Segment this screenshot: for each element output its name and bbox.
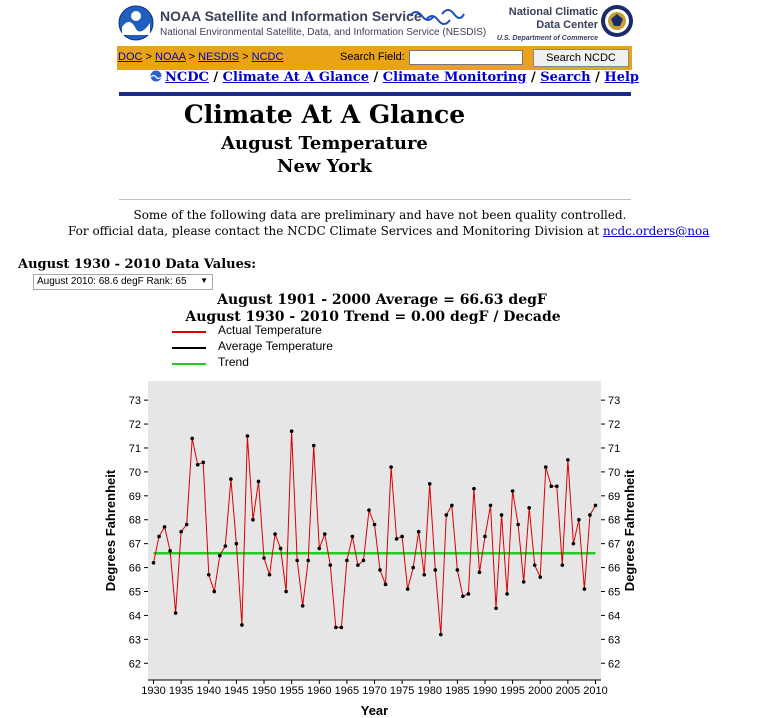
x-tick-label: 1950 xyxy=(251,685,277,697)
y-tick-label-right: 73 xyxy=(608,395,621,408)
data-point xyxy=(279,547,283,551)
ncdc-name-line3: U.S. Department of Commerce xyxy=(496,35,598,42)
subnav-link-climate-monitoring[interactable]: Climate Monitoring xyxy=(382,70,527,85)
data-point xyxy=(516,523,520,527)
data-point xyxy=(351,535,355,539)
data-point xyxy=(345,559,349,563)
data-values-label: August 1930 - 2010 Data Values: xyxy=(18,257,257,272)
data-point xyxy=(157,535,161,539)
data-point xyxy=(262,556,266,560)
legend-swatch-actual xyxy=(172,331,206,333)
data-point xyxy=(185,523,189,527)
data-point xyxy=(273,532,277,536)
data-point xyxy=(196,463,200,467)
data-point xyxy=(505,592,509,596)
x-tick-label: 1985 xyxy=(445,685,470,697)
data-point xyxy=(224,544,228,548)
data-point xyxy=(340,626,344,630)
data-point xyxy=(301,604,305,608)
x-tick-label: 1980 xyxy=(417,685,442,697)
ncdc-name-line2: Data Center xyxy=(536,19,598,31)
ncdc-name xyxy=(486,6,598,45)
breadcrumb-doc[interactable]: DOC xyxy=(118,51,143,63)
y-tick-label-left: 69 xyxy=(128,490,141,503)
data-point xyxy=(450,504,454,508)
doc-seal-icon xyxy=(600,4,634,38)
data-point xyxy=(373,523,377,527)
x-tick-label: 1990 xyxy=(472,685,498,697)
subnav-separator: / xyxy=(368,70,383,85)
data-values-select[interactable] xyxy=(33,274,213,290)
data-point xyxy=(389,465,393,469)
y-tick-label-left: 70 xyxy=(128,466,141,479)
y-tick-label-right: 63 xyxy=(608,634,621,647)
x-tick-label: 1930 xyxy=(141,685,166,697)
data-point xyxy=(472,487,476,491)
y-tick-label-right: 62 xyxy=(608,658,621,671)
y-tick-label-left: 67 xyxy=(128,538,141,551)
data-point xyxy=(588,513,592,517)
data-point xyxy=(555,484,559,488)
preliminary-notice: Some of the following data are preliminary and have not been quality controlled. xyxy=(133,208,627,222)
data-point xyxy=(207,573,211,577)
breadcrumb-separator: > xyxy=(185,51,199,63)
data-point xyxy=(511,489,515,493)
data-point xyxy=(494,606,498,610)
data-point xyxy=(334,626,338,630)
breadcrumb-noaa[interactable]: NOAA xyxy=(155,51,186,63)
legend-label-trend: Trend xyxy=(218,355,249,369)
y-tick-label-left: 72 xyxy=(128,419,141,432)
y-tick-label-left: 71 xyxy=(128,442,141,455)
data-point xyxy=(594,504,598,508)
subnav-link-help[interactable]: Help xyxy=(604,70,639,85)
y-tick-label-right: 69 xyxy=(608,490,621,503)
y-axis-label-right: Degrees Fahrenheit xyxy=(622,469,637,592)
data-point xyxy=(179,530,183,534)
page-subtitle: August Temperature xyxy=(221,133,428,154)
dropdown-arrow-icon: ▼ xyxy=(200,276,208,285)
data-point xyxy=(395,537,399,541)
data-point xyxy=(246,434,250,438)
ncdc-name-line1: National Climatic xyxy=(508,6,598,18)
x-tick-label: 2010 xyxy=(583,685,608,697)
data-point xyxy=(229,477,233,481)
contact-notice-text: For official data, please contact the NCDC Climate Services and Monitoring Division at xyxy=(68,224,603,238)
subnav-separator: / xyxy=(208,70,223,85)
data-point xyxy=(201,461,205,465)
data-point xyxy=(152,561,156,565)
org-title: NOAA Satellite and Information Service xyxy=(160,8,422,24)
y-tick-label-left: 73 xyxy=(128,395,141,408)
data-point xyxy=(251,518,255,522)
data-point xyxy=(317,547,321,551)
data-point xyxy=(467,592,471,596)
data-point xyxy=(500,513,504,517)
legend-swatch-average xyxy=(172,347,206,349)
data-point xyxy=(329,563,333,567)
data-point xyxy=(417,530,421,534)
noaa-logo-icon xyxy=(118,5,154,41)
x-tick-label: 1965 xyxy=(334,685,360,697)
breadcrumb-ncdc[interactable]: NCDC xyxy=(251,51,284,63)
data-point xyxy=(257,480,261,484)
subnav-separator: / xyxy=(590,70,605,85)
data-point xyxy=(284,590,288,594)
data-point xyxy=(422,573,426,577)
data-point xyxy=(235,542,239,546)
x-tick-label: 2000 xyxy=(527,685,553,697)
y-tick-label-left: 64 xyxy=(128,610,141,623)
data-point xyxy=(168,549,172,553)
y-tick-label-right: 65 xyxy=(608,586,621,599)
data-point xyxy=(306,559,310,563)
y-tick-label-left: 62 xyxy=(128,658,141,671)
ncdc-orders-email-link[interactable]: ncdc.orders@noa xyxy=(603,224,710,238)
data-point xyxy=(433,568,437,572)
data-point xyxy=(384,583,388,587)
data-point xyxy=(538,575,542,579)
data-point xyxy=(323,532,327,536)
subnav-link-ncdc[interactable]: NCDC xyxy=(165,70,209,85)
page-title: Climate At A Glance xyxy=(183,100,466,129)
subnav-link-search[interactable]: Search xyxy=(540,70,591,85)
data-point xyxy=(174,611,178,615)
ncdc-globe-icon xyxy=(150,70,162,82)
data-point xyxy=(218,554,222,558)
data-point xyxy=(456,568,460,572)
x-tick-label: 1995 xyxy=(500,685,525,697)
x-tick-label: 1940 xyxy=(196,685,222,697)
data-point xyxy=(190,437,194,441)
breadcrumb-separator: > xyxy=(239,51,252,63)
satellite-waves-icon xyxy=(408,6,464,28)
x-tick-label: 1970 xyxy=(362,685,387,697)
y-tick-label-right: 72 xyxy=(608,419,621,432)
data-point xyxy=(268,573,272,577)
breadcrumb-nesdis[interactable]: NESDIS xyxy=(198,51,240,63)
y-tick-label-left: 63 xyxy=(128,634,141,647)
y-tick-label-left: 66 xyxy=(128,562,141,575)
data-point xyxy=(378,568,382,572)
x-tick-label: 2005 xyxy=(555,685,581,697)
data-point xyxy=(461,594,465,598)
data-point xyxy=(483,535,487,539)
data-point xyxy=(356,563,360,567)
y-tick-label-left: 68 xyxy=(128,514,141,527)
legend-swatch-trend xyxy=(172,363,206,365)
data-point xyxy=(367,508,371,512)
data-point xyxy=(489,504,493,508)
data-point xyxy=(522,580,526,584)
region-title: New York xyxy=(277,156,372,177)
data-point xyxy=(583,587,587,591)
data-point xyxy=(577,518,581,522)
data-point xyxy=(549,484,553,488)
search-label: Search Field: xyxy=(340,51,405,63)
plot-area xyxy=(148,381,601,680)
data-point xyxy=(240,623,244,627)
data-point xyxy=(478,571,482,575)
data-point xyxy=(428,482,432,486)
subnav-link-climate-at-a-glance[interactable]: Climate At A Glance xyxy=(222,70,369,85)
data-point xyxy=(411,566,415,570)
actual-temperature-line xyxy=(154,431,596,634)
y-tick-label-right: 71 xyxy=(608,442,621,455)
x-tick-label: 1975 xyxy=(389,685,415,697)
data-point xyxy=(439,633,443,637)
y-tick-label-right: 66 xyxy=(608,562,621,575)
data-point xyxy=(566,458,570,462)
average-stat: August 1901 - 2000 Average = 66.63 degF xyxy=(217,292,547,308)
sub-nav xyxy=(150,70,639,85)
data-point xyxy=(561,563,565,567)
data-point xyxy=(544,465,548,469)
legend-label-actual: Actual Temperature xyxy=(218,323,322,337)
y-tick-label-left: 65 xyxy=(128,586,141,599)
org-subtitle: National Environmental Satellite, Data, and Information Service (NESDIS) xyxy=(160,27,487,38)
data-point xyxy=(527,506,531,510)
data-point xyxy=(445,513,449,517)
data-point xyxy=(362,559,366,563)
data-point xyxy=(312,444,316,448)
data-point xyxy=(212,590,216,594)
y-tick-label-right: 68 xyxy=(608,514,621,527)
data-point xyxy=(533,563,537,567)
y-axis-label-left: Degrees Fahrenheit xyxy=(103,469,118,592)
data-point xyxy=(163,525,167,529)
breadcrumb-separator: > xyxy=(142,51,155,63)
y-tick-label-right: 64 xyxy=(608,610,621,623)
data-point xyxy=(290,429,294,433)
data-values-selected: August 2010: 68.6 degF Rank: 65 xyxy=(37,276,187,287)
trend-stat: August 1930 - 2010 Trend = 0.00 degF / Decade xyxy=(185,309,561,325)
data-point xyxy=(572,542,576,546)
search-input[interactable] xyxy=(409,50,523,65)
data-point xyxy=(400,535,404,539)
x-tick-label: 1955 xyxy=(279,685,304,697)
data-point xyxy=(406,587,410,591)
header-divider xyxy=(119,92,631,96)
title-divider xyxy=(119,199,631,200)
search-ncdc-button[interactable]: Search NCDC xyxy=(533,49,629,67)
x-tick-label: 1935 xyxy=(168,685,194,697)
x-axis-label: Year xyxy=(360,703,389,718)
breadcrumb xyxy=(118,51,283,63)
y-tick-label-right: 70 xyxy=(608,466,621,479)
x-tick-label: 1960 xyxy=(307,685,332,697)
subnav-separator: / xyxy=(526,70,541,85)
contact-notice xyxy=(68,224,709,238)
legend-label-average: Average Temperature xyxy=(218,339,333,353)
y-tick-label-right: 67 xyxy=(608,538,621,551)
x-tick-label: 1945 xyxy=(224,685,249,697)
data-point xyxy=(295,559,299,563)
